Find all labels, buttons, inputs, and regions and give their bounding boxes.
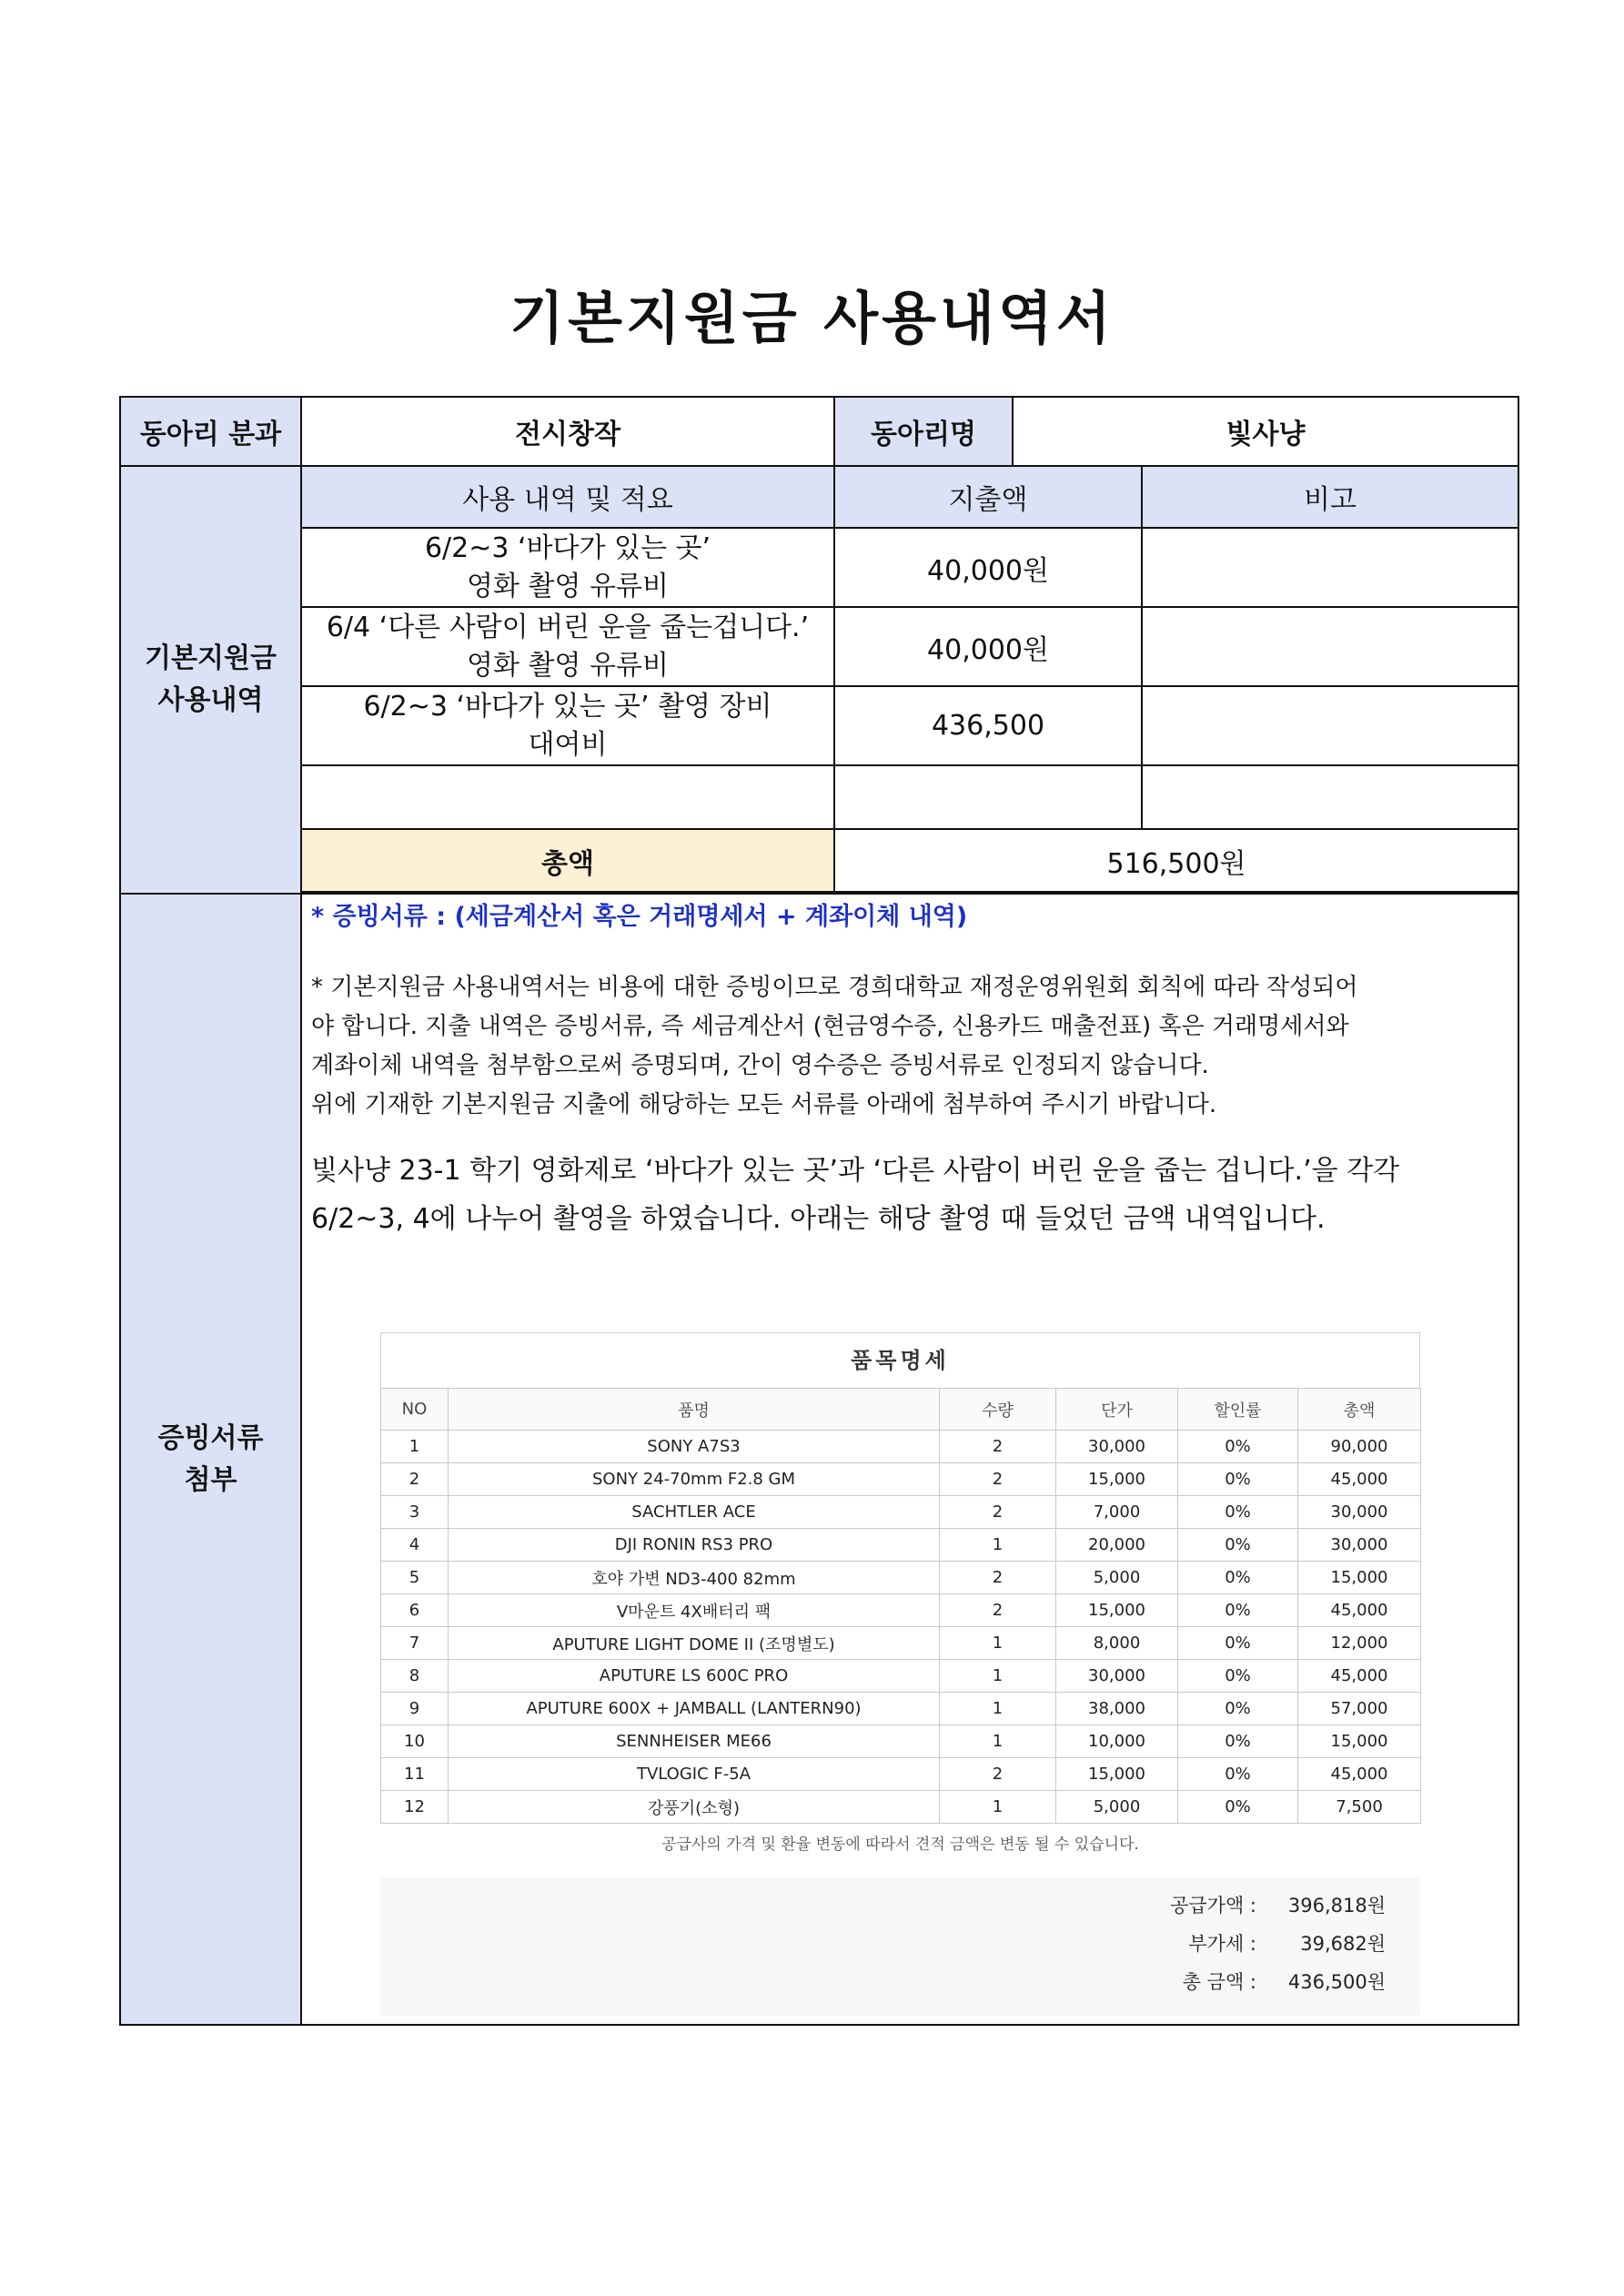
quote-cell-unit-price: 8,000 (1056, 1627, 1178, 1660)
evidence-instructions-line: 위에 기재한 기본지원금 지출에 해당하는 모든 서류를 아래에 첨부하여 주시기 바랍니다. (311, 1091, 1217, 1118)
document-title: 기본지원금 사용내역서 (509, 285, 1115, 351)
usage-row-description-line2: 영화 촬영 유류비 (467, 649, 669, 682)
quote-cell-total: 45,000 (1298, 1660, 1421, 1693)
quote-cell-item: APUTURE 600X + JAMBALL (LANTERN90) (449, 1693, 940, 1725)
usage-row-note (1142, 686, 1518, 765)
quote-cell-unit-price: 38,000 (1056, 1693, 1178, 1725)
quote-cell-total: 15,000 (1298, 1562, 1421, 1594)
usage-row-description (301, 607, 834, 686)
quote-item-row (381, 1529, 1421, 1562)
quote-cell-discount: 0% (1178, 1463, 1298, 1496)
quote-cell-total: 7,500 (1298, 1791, 1421, 1824)
quote-cell-qty: 1 (940, 1660, 1056, 1693)
quote-cell-qty: 1 (940, 1529, 1056, 1562)
quote-totals (380, 1877, 1420, 2016)
usage-row-description (301, 528, 834, 607)
quote-cell-discount: 0% (1178, 1660, 1298, 1693)
quote-cell-qty: 2 (940, 1496, 1056, 1529)
quote-cell-item: V마운트 4X배터리 팩 (449, 1594, 940, 1627)
quote-cell-item: SACHTLER ACE (449, 1496, 940, 1529)
usage-section-label-line2: 사용내역 (157, 684, 264, 716)
quote-total-label: 총 금액 : (1182, 1971, 1256, 1993)
usage-row-amount: 436,500 (834, 686, 1142, 765)
quote-header-row (381, 1389, 1421, 1431)
quote-cell-item: APUTURE LIGHT DOME II (조명별도) (449, 1627, 940, 1660)
evidence-instructions-line: 야 합니다. 지출 내역은 증빙서류, 즉 세금계산서 (현금영수증, 신용카드 매출전표) 혹은 거래명세서와 (311, 1013, 1349, 1040)
usage-section-label-line1: 기본지원금 (145, 642, 277, 674)
category-value: 전시창작 (301, 397, 834, 466)
quote-total-row (380, 1963, 1420, 2001)
quote-cell-unit-price: 5,000 (1056, 1562, 1178, 1594)
quote-cell-no: 5 (381, 1562, 449, 1594)
col-header-amount: 지출액 (834, 466, 1142, 528)
quote-item-row (381, 1758, 1421, 1791)
category-label: 동아리 분과 (120, 397, 301, 466)
rental-quote-image (380, 1332, 1420, 2016)
quote-item-row (381, 1627, 1421, 1660)
col-header-description: 사용 내역 및 적요 (301, 466, 834, 528)
quote-cell-discount: 0% (1178, 1496, 1298, 1529)
quote-cell-no: 12 (381, 1791, 449, 1824)
usage-row-note (1142, 607, 1518, 686)
quote-cell-qty: 2 (940, 1463, 1056, 1496)
quote-cell-discount: 0% (1178, 1725, 1298, 1758)
quote-cell-no: 11 (381, 1758, 449, 1791)
quote-total-value: 436,500원 (1287, 1971, 1386, 1993)
quote-col-total: 총액 (1298, 1389, 1421, 1431)
quote-vat-value: 39,682원 (1300, 1933, 1386, 1955)
total-value: 516,500원 (834, 829, 1518, 892)
usage-row-amount-empty (834, 765, 1142, 829)
quote-title: 품목명세 (380, 1332, 1420, 1388)
quote-cell-qty: 1 (940, 1791, 1056, 1824)
quote-cell-total: 15,000 (1298, 1725, 1421, 1758)
usage-row-description-empty (301, 765, 834, 829)
evidence-explanation (311, 1147, 1508, 1243)
quote-item-row (381, 1463, 1421, 1496)
quote-cell-item: 호야 가변 ND3-400 82mm (449, 1562, 940, 1594)
quote-item-table (380, 1388, 1421, 1824)
evidence-content (301, 894, 1518, 2025)
quote-cell-qty: 2 (940, 1431, 1056, 1463)
quote-col-item: 품명 (449, 1389, 940, 1431)
quote-cell-qty: 2 (940, 1758, 1056, 1791)
quote-cell-total: 45,000 (1298, 1594, 1421, 1627)
quote-cell-no: 7 (381, 1627, 449, 1660)
quote-cell-discount: 0% (1178, 1791, 1298, 1824)
quote-item-row (381, 1594, 1421, 1627)
quote-cell-discount: 0% (1178, 1562, 1298, 1594)
usage-row-description-line1: 6/4 ‘다른 사람이 버린 운을 줍는겁니다.’ (326, 611, 810, 643)
usage-row-description-line1: 6/2~3 ‘바다가 있는 곳’ 촬영 장비 (363, 690, 772, 723)
usage-row-note-empty (1142, 765, 1518, 829)
quote-cell-unit-price: 15,000 (1056, 1758, 1178, 1791)
club-name-value: 빛사냥 (1013, 397, 1518, 466)
usage-row-amount: 40,000원 (834, 607, 1142, 686)
quote-cell-total: 30,000 (1298, 1529, 1421, 1562)
quote-cell-total: 57,000 (1298, 1693, 1421, 1725)
usage-row-note (1142, 528, 1518, 607)
col-header-note: 비고 (1142, 466, 1518, 528)
quote-cell-unit-price: 15,000 (1056, 1463, 1178, 1496)
quote-item-row (381, 1431, 1421, 1463)
quote-cell-item: SONY 24-70mm F2.8 GM (449, 1463, 940, 1496)
quote-item-rows (381, 1431, 1421, 1824)
quote-cell-total: 45,000 (1298, 1463, 1421, 1496)
quote-cell-item: TVLOGIC F-5A (449, 1758, 940, 1791)
quote-cell-discount: 0% (1178, 1594, 1298, 1627)
evidence-instructions-line: 계좌이체 내역을 첨부함으로써 증명되며, 간이 영수증은 증빙서류로 인정되지 않습니다. (311, 1052, 1209, 1079)
quote-cell-unit-price: 5,000 (1056, 1791, 1178, 1824)
quote-cell-total: 12,000 (1298, 1627, 1421, 1660)
quote-cell-unit-price: 30,000 (1056, 1660, 1178, 1693)
quote-item-row (381, 1562, 1421, 1594)
quote-vat-row (380, 1925, 1420, 1963)
quote-cell-discount: 0% (1178, 1627, 1298, 1660)
quote-item-row (381, 1693, 1421, 1725)
quote-cell-qty: 1 (940, 1725, 1056, 1758)
quote-cell-unit-price: 15,000 (1056, 1594, 1178, 1627)
evidence-section-label-line2: 첨부 (184, 1463, 237, 1496)
evidence-instructions (311, 968, 1508, 1125)
evidence-instructions-line: * 기본지원금 사용내역서는 비용에 대한 증빙이므로 경희대학교 재정운영위원회 회칙에 따라 작성되어 (311, 974, 1358, 1001)
quote-cell-item: SENNHEISER ME66 (449, 1725, 940, 1758)
quote-item-row (381, 1725, 1421, 1758)
quote-item-row (381, 1496, 1421, 1529)
quote-cell-total: 45,000 (1298, 1758, 1421, 1791)
quote-cell-item: DJI RONIN RS3 PRO (449, 1529, 940, 1562)
quote-cell-unit-price: 10,000 (1056, 1725, 1178, 1758)
quote-cell-no: 10 (381, 1725, 449, 1758)
total-label: 총액 (301, 829, 834, 892)
quote-cell-discount: 0% (1178, 1431, 1298, 1463)
quote-cell-unit-price: 30,000 (1056, 1431, 1178, 1463)
quote-supply-label: 공급가액 : (1170, 1895, 1256, 1917)
usage-row-description-line2: 대여비 (528, 728, 608, 761)
quote-cell-no: 1 (381, 1431, 449, 1463)
usage-report-table (119, 396, 1519, 2026)
quote-cell-item: 강풍기(소형) (449, 1791, 940, 1824)
usage-row-description (301, 686, 834, 765)
quote-col-no: NO (381, 1389, 449, 1431)
quote-cell-qty: 2 (940, 1562, 1056, 1594)
quote-vat-label: 부가세 : (1188, 1933, 1256, 1955)
quote-cell-unit-price: 20,000 (1056, 1529, 1178, 1562)
quote-item-row (381, 1660, 1421, 1693)
quote-cell-no: 4 (381, 1529, 449, 1562)
usage-row-amount: 40,000원 (834, 528, 1142, 607)
evidence-explanation-line: 6/2~3, 4에 나누어 촬영을 하였습니다. 아래는 해당 촬영 때 들었던 금액 내역입니다. (311, 1203, 1326, 1235)
club-name-label: 동아리명 (834, 397, 1013, 466)
evidence-section-label-line1: 증빙서류 (157, 1421, 264, 1454)
evidence-heading: * 증빙서류 : (세금계산서 혹은 거래명세서 + 계좌이체 내역) (311, 903, 968, 931)
quote-cell-total: 30,000 (1298, 1496, 1421, 1529)
quote-cell-qty: 1 (940, 1693, 1056, 1725)
quote-cell-item: APUTURE LS 600C PRO (449, 1660, 940, 1693)
quote-item-row (381, 1791, 1421, 1824)
quote-cell-qty: 2 (940, 1594, 1056, 1627)
usage-section-label (120, 466, 301, 894)
quote-cell-total: 90,000 (1298, 1431, 1421, 1463)
quote-cell-no: 6 (381, 1594, 449, 1627)
quote-cell-no: 9 (381, 1693, 449, 1725)
quote-col-discount: 할인률 (1178, 1389, 1298, 1431)
quote-cell-discount: 0% (1178, 1758, 1298, 1791)
quote-cell-no: 8 (381, 1660, 449, 1693)
quote-cell-item: SONY A7S3 (449, 1431, 940, 1463)
quote-cell-no: 2 (381, 1463, 449, 1496)
quote-cell-unit-price: 7,000 (1056, 1496, 1178, 1529)
quote-cell-discount: 0% (1178, 1529, 1298, 1562)
quote-supply-row (380, 1886, 1420, 1925)
quote-cell-discount: 0% (1178, 1693, 1298, 1725)
evidence-explanation-line: 빛사냥 23-1 학기 영화제로 ‘바다가 있는 곳’과 ‘다른 사람이 버린 운을 줍는 겁니다.’을 각각 (311, 1155, 1400, 1187)
usage-row-description-line1: 6/2~3 ‘바다가 있는 곳’ (424, 531, 711, 564)
evidence-section-label (120, 894, 301, 2025)
quote-col-qty: 수량 (940, 1389, 1056, 1431)
quote-supply-value: 396,818원 (1287, 1895, 1386, 1917)
quote-cell-qty: 1 (940, 1627, 1056, 1660)
quote-cell-no: 3 (381, 1496, 449, 1529)
usage-row-description-line2: 영화 촬영 유류비 (467, 570, 669, 602)
quote-note: 공급사의 가격 및 환율 변동에 따라서 견적 금액은 변동 될 수 있습니다. (661, 1836, 1139, 1854)
quote-col-unit-price: 단가 (1056, 1389, 1178, 1431)
